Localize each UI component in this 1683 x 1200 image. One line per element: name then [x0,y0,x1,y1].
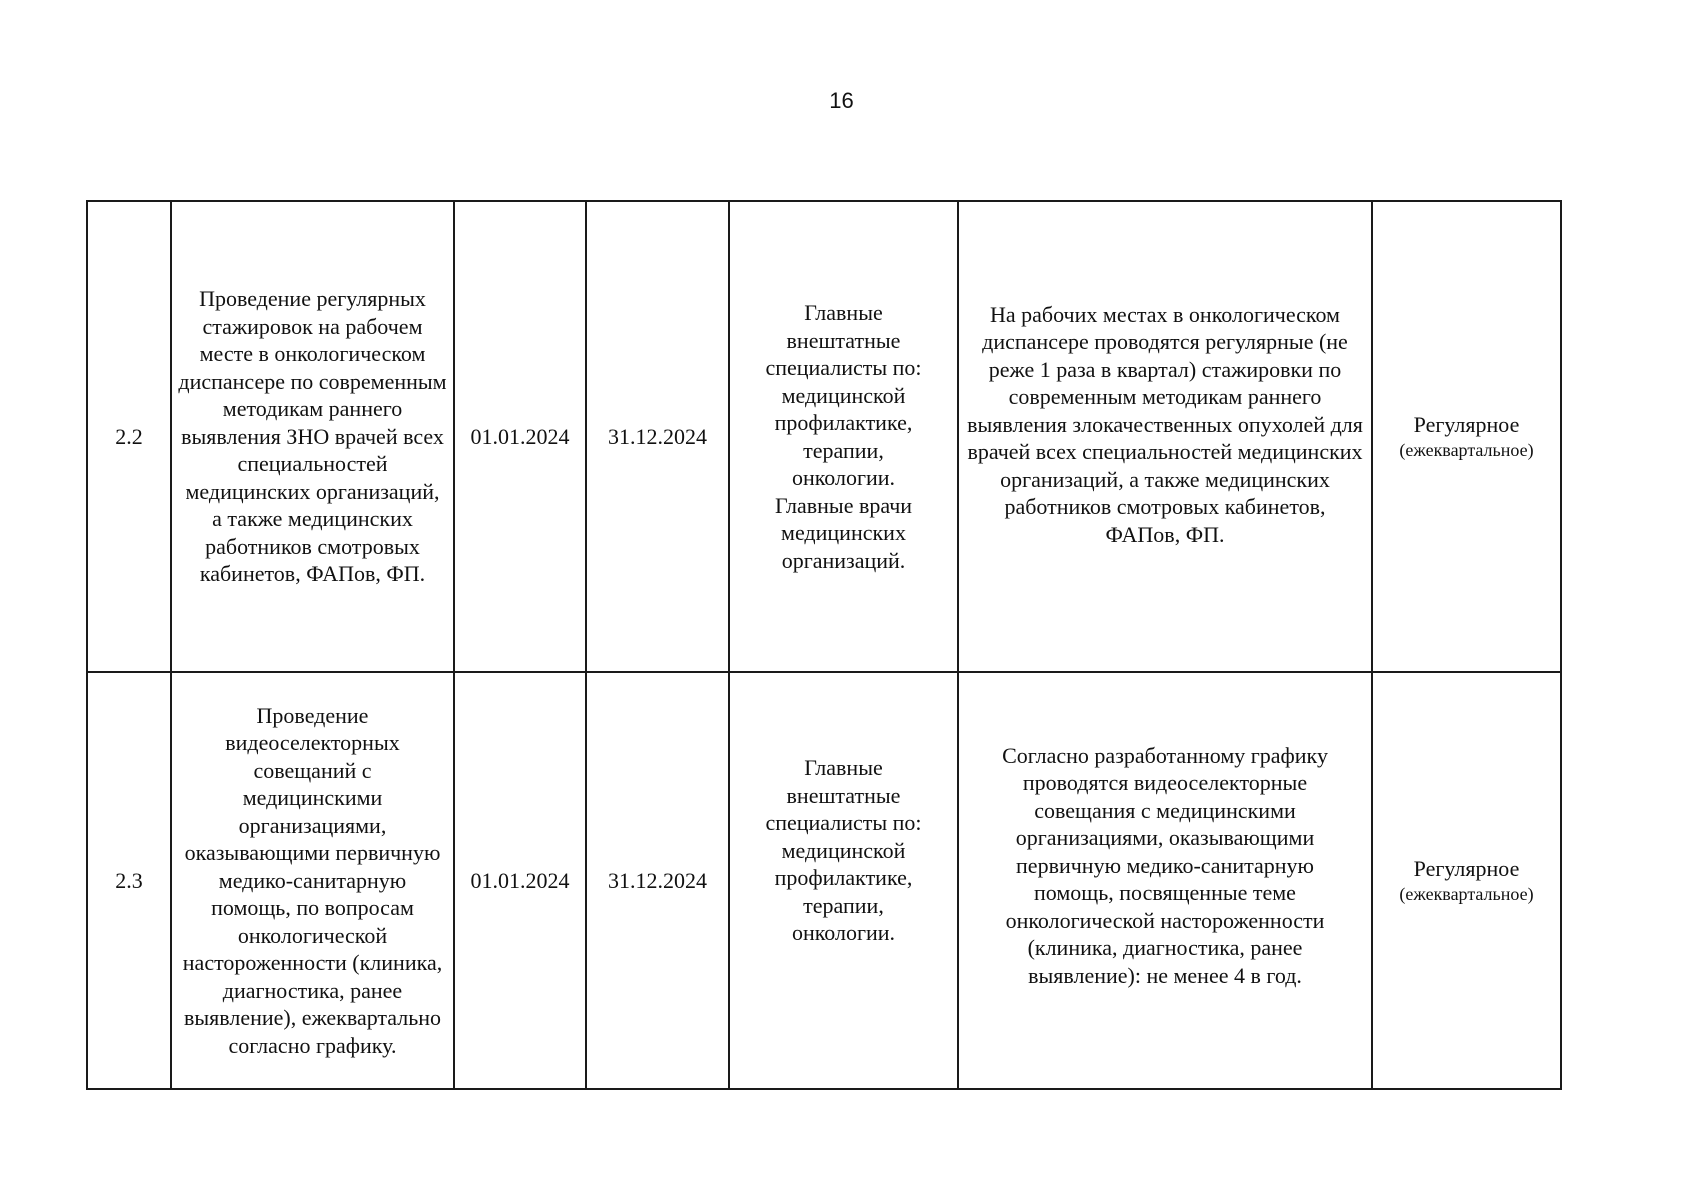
result-cell: Согласно разработанному графику проводятся видеоселекторные совещания с медицинскими организациями, оказывающими первичную медико-санитарную помощь, посвященные теме онкологической настороженности (клиника, диагностика, ранее выявление): не менее 4 в год. [958,672,1372,1089]
page-number: 16 [829,88,854,113]
table-row [87,672,1561,1089]
start-date-cell: 01.01.2024 [454,672,586,1089]
frequency-label: Регулярное [1413,855,1520,881]
row-number: 2.3 [87,672,171,1089]
frequency-note: (ежеквартальное) [1399,440,1534,461]
start-date-cell: 01.01.2024 [454,201,586,672]
row-number: 2.2 [87,201,171,672]
result-cell: На рабочих местах в онкологическом диспансере проводятся регулярные (не реже 1 раза в квартал) стажировки по современным методикам раннего выявления злокачественных опухолей для врачей всех специальностей медицинских организаций, а также медицинских работников смотровых кабинетов, ФАПов, ФП. [958,201,1372,672]
activities-table [86,200,1562,1090]
measure-cell: Проведение регулярных стажировок на рабочем месте в онкологическом диспансере по современным методикам раннего выявления ЗНО врачей всех специальностей медицинских организаций, а также медицинских работников смотровых кабинетов, ФАПов, ФП. [171,201,454,672]
frequency-label: Регулярное [1413,411,1520,437]
table-row [87,201,1561,672]
end-date-cell: 31.12.2024 [586,672,729,1089]
end-date-cell: 31.12.2024 [586,201,729,672]
responsible-cell: Главные внештатные специалисты по: медицинской профилактике, терапии, онкологии. Главные врачи медицинских организаций. [729,201,958,672]
frequency-cell [1372,201,1561,672]
frequency-note: (ежеквартальное) [1399,884,1534,905]
frequency-cell [1372,672,1561,1089]
measure-cell: Проведение видеоселекторных совещаний с медицинскими организациями, оказывающими первичную медико-санитарную помощь, по вопросам онкологической настороженности (клиника, диагностика, ранее выявление), ежеквартально согласно графику. [171,672,454,1089]
responsible-cell: Главные внештатные специалисты по: медицинской профилактике, терапии, онкологии. [729,672,958,1089]
